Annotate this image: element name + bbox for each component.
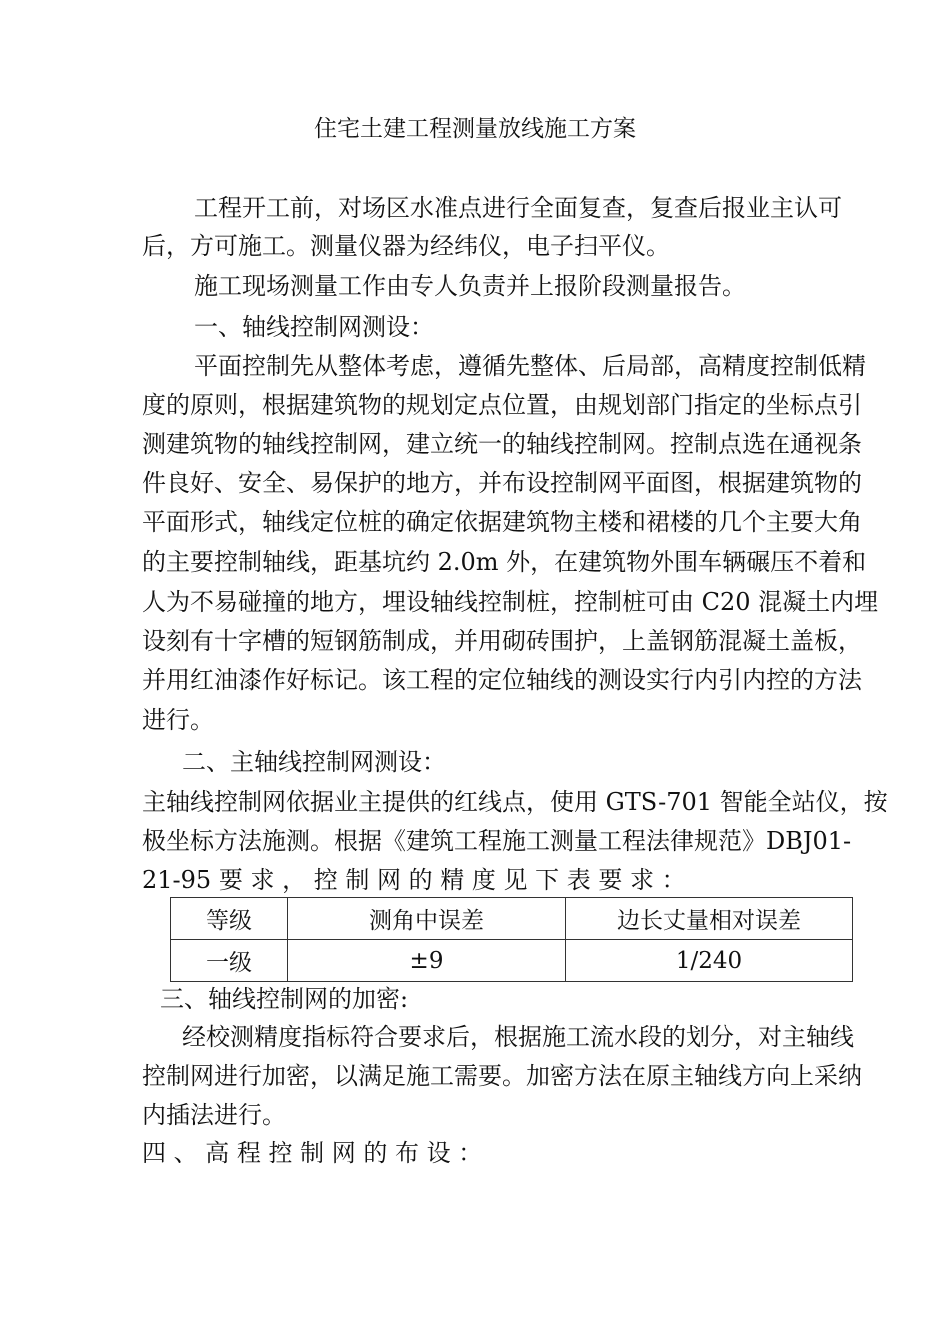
paragraph-line: 平面控制先从整体考虑，遵循先整体、后局部，高精度控制低精 [194, 352, 866, 380]
accuracy-table [170, 897, 853, 982]
paragraph-line: 度的原则，根据建筑物的规划定点位置，由规划部门指定的坐标点引 [142, 391, 862, 419]
paragraph-line: 施工现场测量工作由专人负责并上报阶段测量报告。 [194, 272, 746, 300]
paragraph-line: 内插法进行。 [142, 1101, 286, 1129]
paragraph-line: 的主要控制轴线，距基坑约 2.0m 外，在建筑物外围车辆碾压不着和 [142, 548, 867, 576]
table-header-cell: 测角中误差 [288, 898, 566, 940]
section-heading-3: 三、轴线控制网的加密: [160, 985, 409, 1013]
paragraph-line: 经校测精度指标符合要求后，根据施工流水段的划分，对主轴线 [182, 1023, 854, 1051]
paragraph-line: 主轴线控制网依据业主提供的红线点，使用 GTS-701 智能全站仪，按 [142, 788, 888, 816]
section-heading-1: 一、轴线控制网测设： [194, 313, 434, 341]
table-cell: 一级 [171, 940, 288, 982]
table-cell: ±9 [288, 940, 566, 982]
table-header-row [171, 898, 853, 940]
document-title: 住宅土建工程测量放线施工方案 [314, 116, 636, 142]
paragraph-line: 工程开工前，对场区水准点进行全面复查，复查后报业主认可 [194, 194, 842, 222]
table-header-cell: 边长丈量相对误差 [566, 898, 853, 940]
table-header-cell: 等级 [171, 898, 288, 940]
paragraph-line: 后，方可施工。测量仪器为经纬仪，电子扫平仪。 [142, 232, 670, 260]
table-row [171, 940, 853, 982]
paragraph-line: 人为不易碰撞的地方，埋设轴线控制桩，控制桩可由 C20 混凝土内埋 [142, 588, 879, 616]
paragraph-line: 设刻有十字槽的短钢筋制成，并用砌砖围护，上盖钢筋混凝土盖板， [142, 627, 862, 655]
paragraph-line: 21-95 要 求 ， 控 制 网 的 精 度 见 下 表 要 求 ： [142, 866, 686, 894]
paragraph-line: 并用红油漆作好标记。该工程的定位轴线的测设实行内引内控的方法 [142, 666, 862, 694]
paragraph-line: 极坐标方法施测。根据《建筑工程施工测量工程法律规范》DBJ01- [142, 827, 852, 855]
paragraph-line: 平面形式，轴线定位桩的确定依据建筑物主楼和裙楼的几个主要大角 [142, 508, 862, 536]
paragraph-line: 控制网进行加密，以满足施工需要。加密方法在原主轴线方向上采纳 [142, 1062, 862, 1090]
section-heading-4: 四 、 高 程 控 制 网 的 布 设 ： [142, 1139, 483, 1167]
paragraph-line: 测建筑物的轴线控制网，建立统一的轴线控制网。控制点选在通视条 [142, 430, 862, 458]
section-heading-2: 二、主轴线控制网测设： [182, 748, 446, 776]
table-cell: 1/240 [566, 940, 853, 982]
paragraph-line: 件良好、安全、易保护的地方，并布设控制网平面图，根据建筑物的 [142, 469, 862, 497]
paragraph-line: 进行。 [142, 706, 214, 734]
